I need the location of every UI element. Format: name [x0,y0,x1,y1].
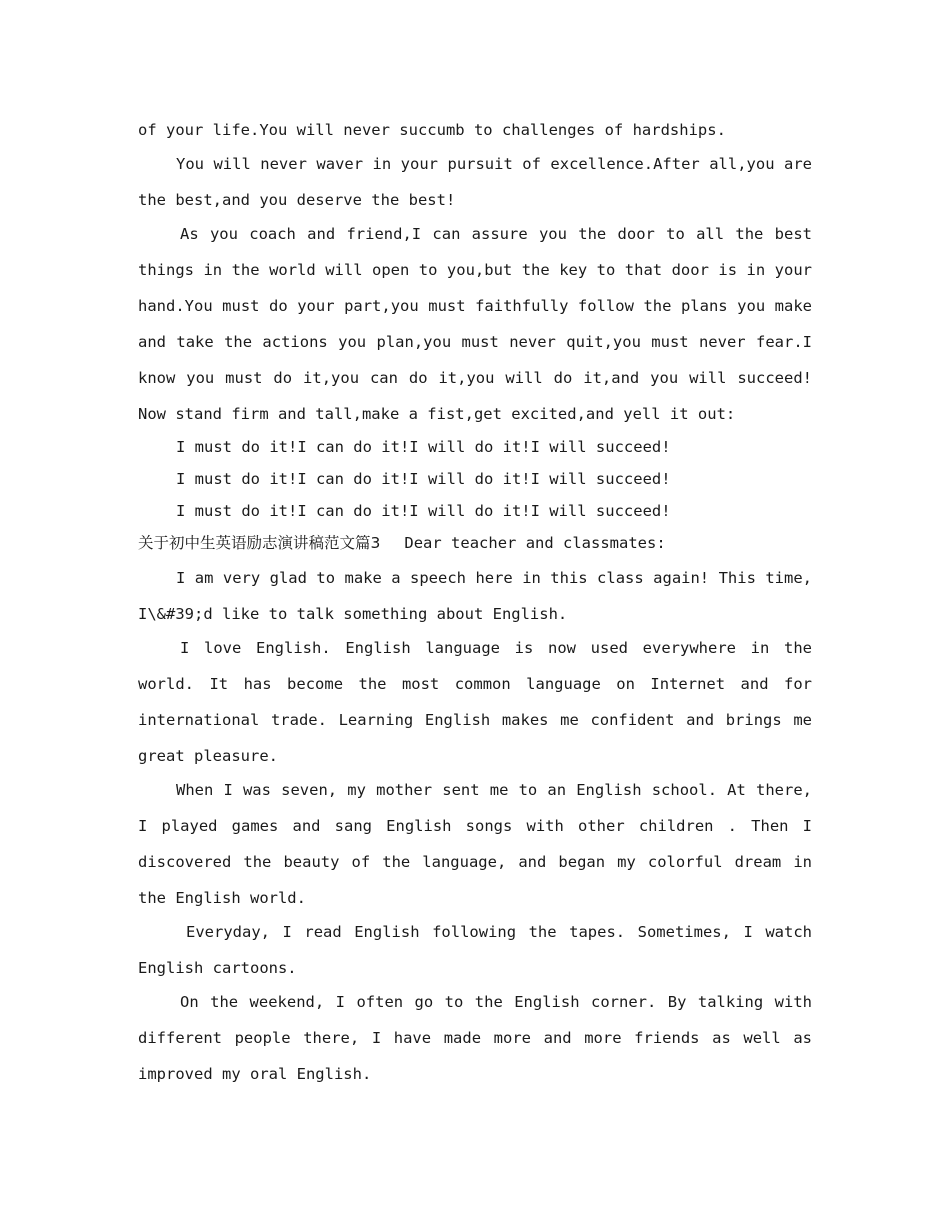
paragraph-love-english: I love English. English language is now used everywhere in the world. It has become the most common language on Internet and for international trade. Learning English makes me confident and brings me great pleasure. [138,639,812,765]
paragraph-everyday: Everyday, I read English following the tapes. Sometimes, I watch English cartoons. [138,923,812,977]
paragraph-continuation: of your life.You will never succumb to challenges of hardships. [138,121,726,139]
paragraph-glad: I am very glad to make a speech here in this class again! This time, I\&#39;d like to talk something about English. [138,569,812,623]
paragraph-coach: As you coach and friend,I can assure you the door to all the best things in the world will open to you,but the key to that door is in your hand.You must do your part,you must faithfully follow the plans you make and take the actions you plan,you must never quit,you must never fear.I know you must do it,you can do it,you will do it,and you will succeed! Now stand firm and tall,make a fist,get excited,and yell it out: [138,225,812,423]
paragraph-weekend: On the weekend, I often go to the English corner. By talking with different people there, I have made more and more friends as well as improved my oral English. [138,993,812,1083]
paragraph-seven: When I was seven, my mother sent me to an English school. At there, I played games and sang English songs with other children . Then I discovered the beauty of the language, and began my colorful dream in the English world. [138,781,812,907]
section-heading: 关于初中生英语励志演讲稿范文篇3 [138,534,381,552]
affirmation-line: I must do it!I can do it!I will do it!I will succeed! [176,438,671,456]
affirmation-line: I must do it!I can do it!I will do it!I will succeed! [176,502,671,520]
section-heading-row [138,526,812,560]
section-greeting: Dear teacher and classmates: [404,534,666,552]
paragraph-excellence: You will never waver in your pursuit of excellence.After all,you are the best,and you deserve the best! [138,155,812,209]
affirmation-line: I must do it!I can do it!I will do it!I will succeed! [176,470,671,488]
document-body [138,112,812,1090]
